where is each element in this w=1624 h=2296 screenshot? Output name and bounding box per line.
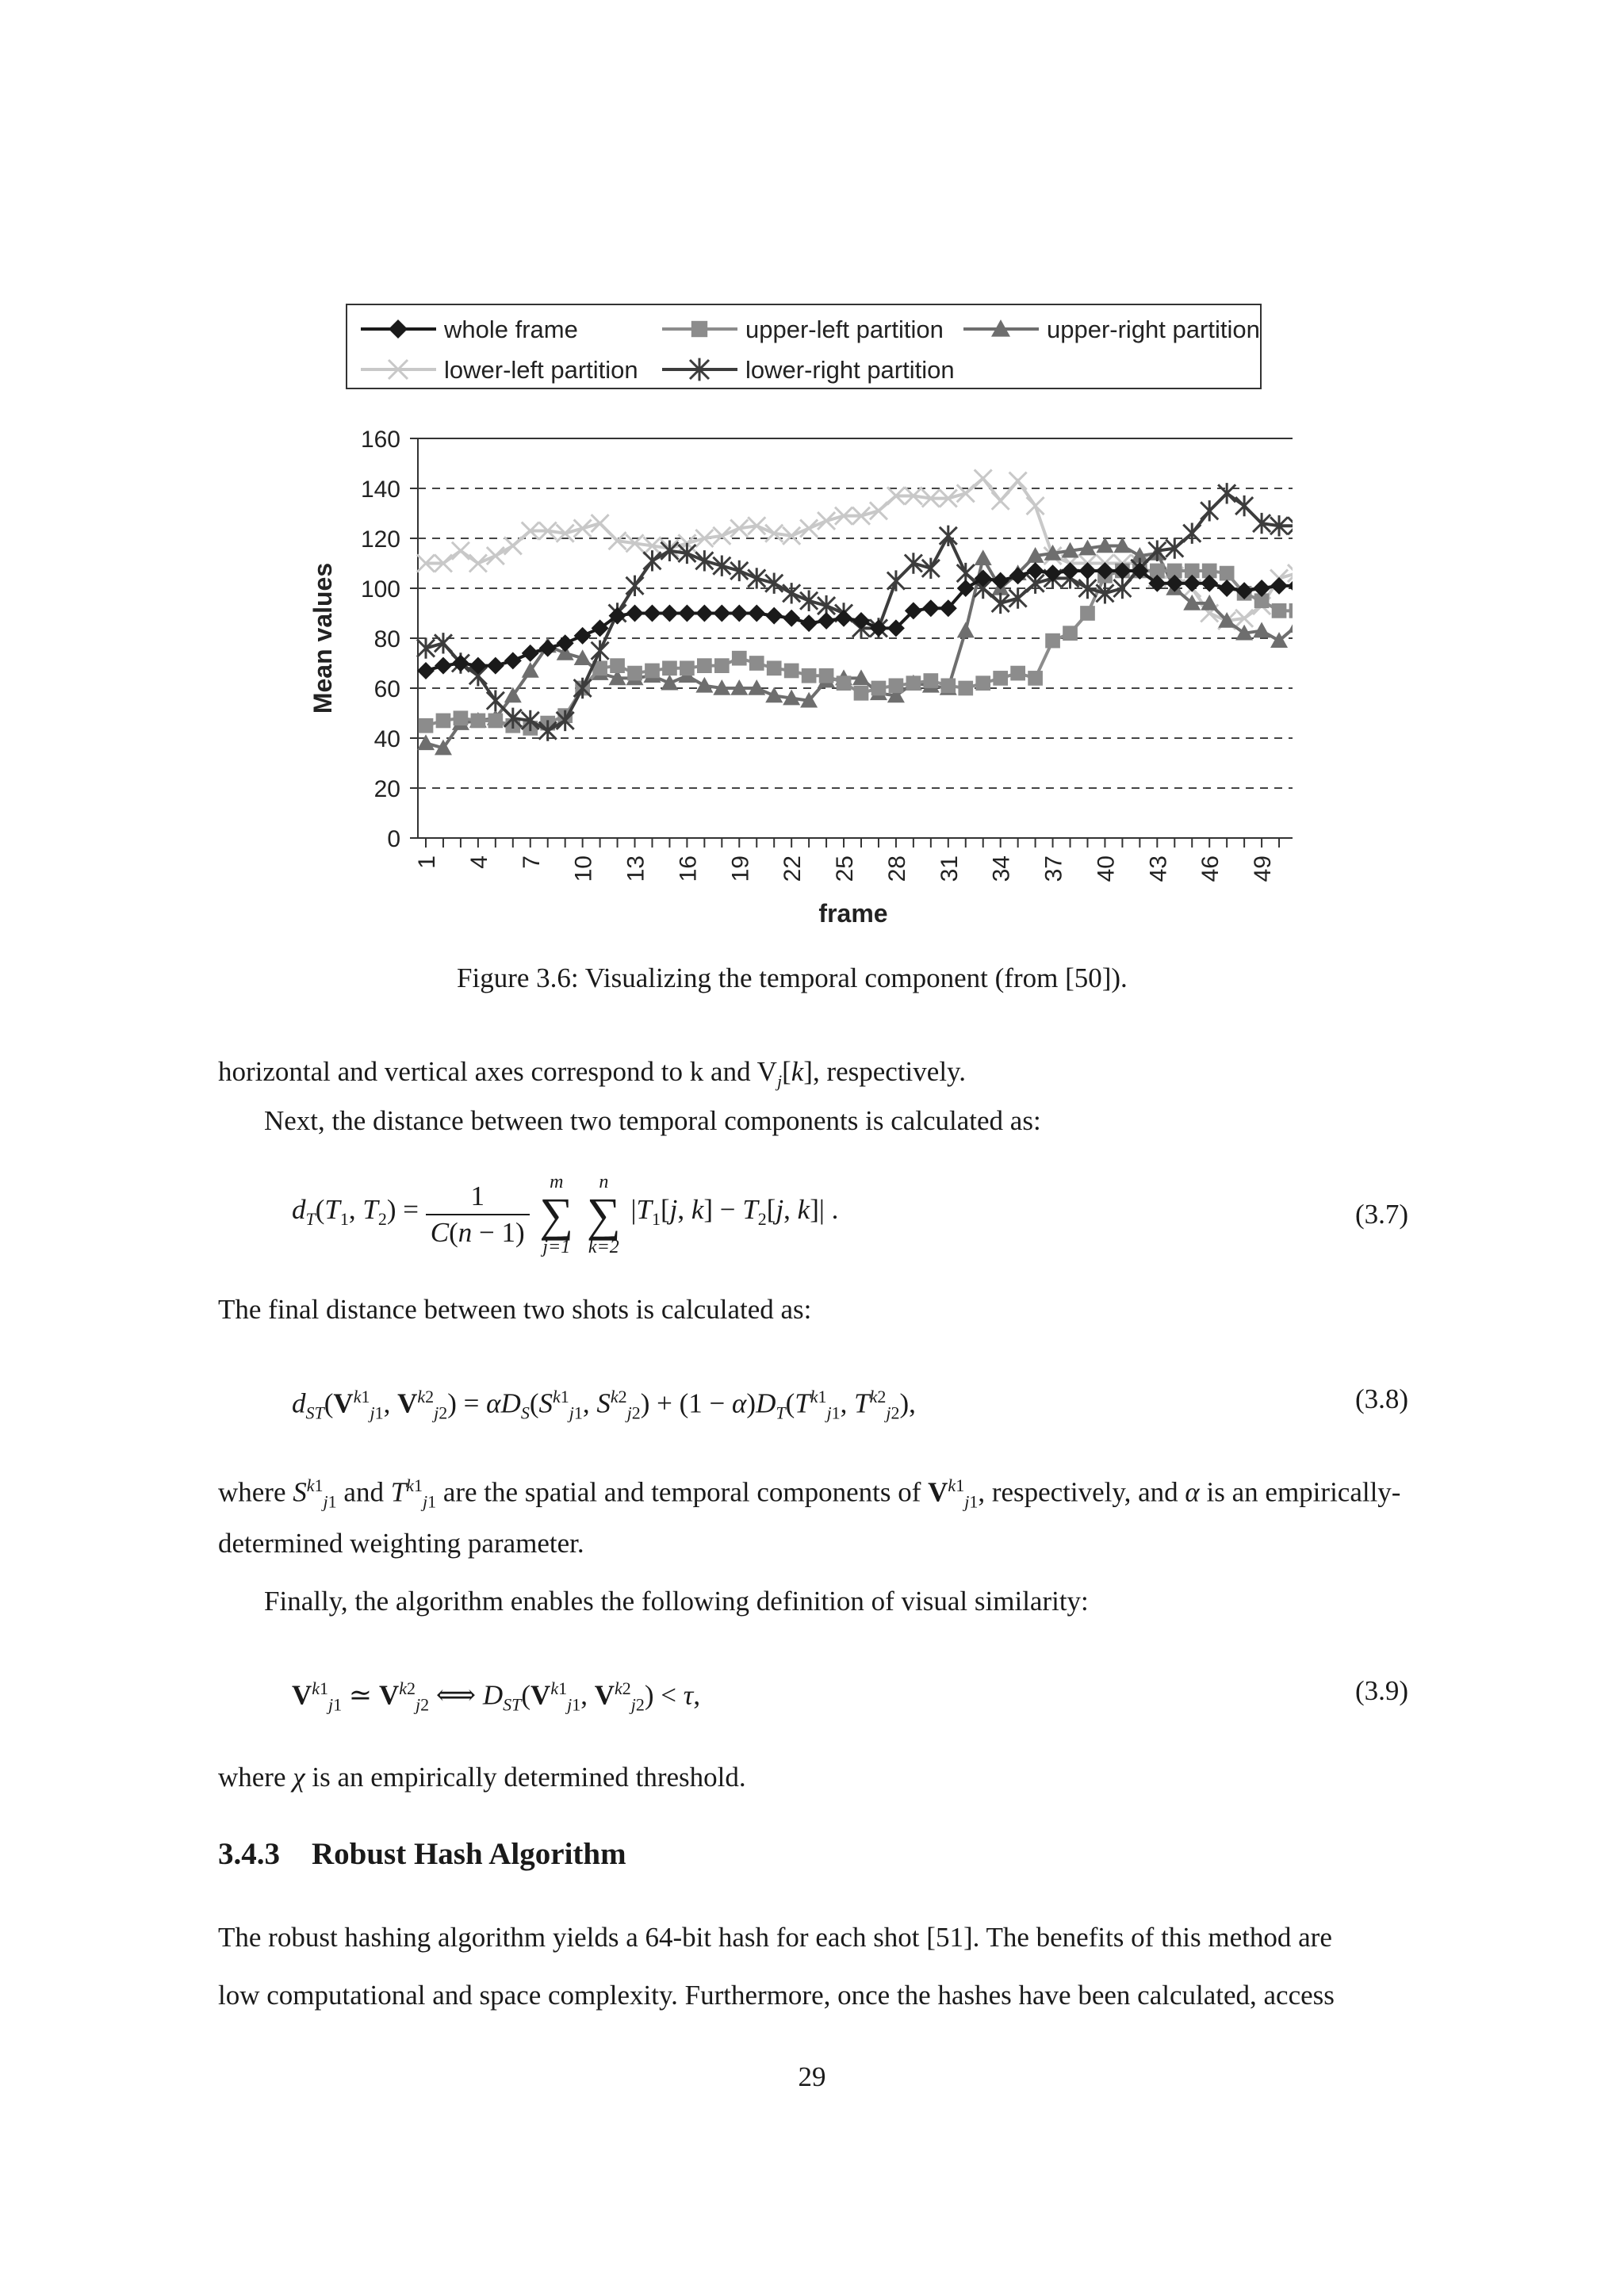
legend-label: whole frame xyxy=(444,316,578,343)
x-tick-label: 25 xyxy=(832,855,859,882)
x-axis-title: frame xyxy=(818,899,888,928)
data-point-upper-right-partition xyxy=(661,675,678,691)
x-tick-label: 40 xyxy=(1093,855,1120,882)
paragraph-weighting: determined weighting parameter. xyxy=(218,1528,584,1559)
data-point-upper-left-partition xyxy=(837,675,852,691)
y-tick-label: 140 xyxy=(360,476,400,503)
data-point-lower-left-partition xyxy=(487,547,504,564)
data-point-lower-right-partition xyxy=(643,550,661,571)
data-point-lower-right-partition xyxy=(435,633,452,653)
figure-caption: Figure 3.6: Visualizing the temporal component (from [50]). xyxy=(457,962,1128,993)
data-point-whole-frame xyxy=(643,605,661,622)
data-point-lower-right-partition xyxy=(905,553,922,573)
data-point-upper-left-partition xyxy=(471,714,486,729)
data-point-lower-right-partition xyxy=(992,593,1009,614)
data-point-upper-left-partition xyxy=(1010,666,1025,681)
data-point-whole-frame xyxy=(1270,577,1288,595)
data-point-lower-left-partition xyxy=(1009,473,1027,490)
data-point-lower-right-partition xyxy=(1218,483,1235,503)
data-point-lower-right-partition xyxy=(748,568,765,588)
x-tick-label: 4 xyxy=(465,855,492,869)
y-axis-title: Mean values xyxy=(308,562,337,714)
data-point-upper-right-partition xyxy=(1288,617,1293,633)
x-tick-label: 37 xyxy=(1040,855,1067,882)
data-point-upper-left-partition xyxy=(802,668,817,683)
data-point-upper-left-partition xyxy=(488,714,503,729)
data-point-lower-right-partition xyxy=(539,720,557,740)
paragraph-finally: Finally, the algorithm enables the following definition of visual similarity: xyxy=(264,1586,1089,1617)
section-heading xyxy=(218,1836,626,1872)
y-tick-label: 80 xyxy=(373,626,400,652)
data-point-lower-left-partition xyxy=(957,484,975,502)
data-point-upper-left-partition xyxy=(1220,566,1235,581)
data-point-upper-right-partition xyxy=(975,549,992,565)
data-point-lower-right-partition xyxy=(887,570,905,591)
data-point-upper-left-partition xyxy=(889,679,904,694)
data-point-upper-left-partition xyxy=(436,714,451,729)
x-tick-label: 34 xyxy=(988,855,1015,882)
paragraph-next: Next, the distance between two temporal components is calculated as: xyxy=(264,1105,1041,1136)
data-point-lower-left-partition xyxy=(975,469,992,487)
data-point-upper-left-partition xyxy=(940,679,956,694)
data-point-whole-frame xyxy=(626,605,644,622)
data-point-whole-frame xyxy=(435,657,452,675)
equation-3-8: $d_{ST}(V^{k1}_{j1}$, $V^{k2}_{j2}) = \alpha D_S(S^{k1}_{j1}$, $S^{k2}_{j2}) + (1 - \alpha)D_T(T^{k1}_{j1}$, $T^{k2}_{j2}$), xyxy=(292,1387,916,1423)
data-point-upper-left-partition xyxy=(697,658,712,673)
para1-text: horizontal and vertical axes correspond to k and V xyxy=(218,1056,777,1087)
data-point-upper-right-partition xyxy=(765,687,783,702)
x-tick-label: 46 xyxy=(1197,855,1224,882)
data-point-whole-frame xyxy=(818,612,835,629)
data-point-whole-frame xyxy=(695,605,713,622)
data-point-upper-left-partition xyxy=(680,660,695,675)
data-point-upper-left-partition xyxy=(732,651,747,666)
data-point-whole-frame xyxy=(487,657,504,675)
data-point-lower-right-partition xyxy=(713,555,730,576)
data-point-upper-left-partition xyxy=(1045,633,1060,649)
data-point-whole-frame xyxy=(713,605,730,622)
data-point-upper-right-partition xyxy=(1253,622,1270,638)
data-point-upper-left-partition xyxy=(854,686,869,701)
data-point-lower-right-partition xyxy=(487,691,504,711)
x-tick-label: 1 xyxy=(414,855,440,869)
x-tick-label: 10 xyxy=(570,855,597,882)
data-point-lower-right-partition xyxy=(1183,523,1201,544)
equation-number-3-7: (3.7) xyxy=(1354,1199,1408,1230)
legend-label: lower-left partition xyxy=(444,356,638,384)
data-point-upper-left-partition xyxy=(993,671,1008,686)
data-point-upper-left-partition xyxy=(784,664,799,679)
x-tick-label: 13 xyxy=(622,855,649,882)
data-point-upper-right-partition xyxy=(417,734,435,750)
data-point-whole-frame xyxy=(417,662,435,679)
data-point-whole-frame xyxy=(1009,567,1027,584)
data-point-lower-right-partition xyxy=(1235,496,1253,516)
data-point-lower-right-partition xyxy=(1096,583,1113,603)
paragraph-final-distance: The final distance between two shots is calculated as: xyxy=(218,1294,812,1325)
paragraph-axes: horizontal and vertical axes correspond to k and $V_j[k]$, respectively. xyxy=(218,1056,967,1091)
data-point-lower-right-partition xyxy=(695,550,713,571)
x-tick-label: 16 xyxy=(675,855,702,882)
data-point-upper-right-partition xyxy=(695,677,713,693)
data-point-lower-right-partition xyxy=(922,558,940,579)
data-point-whole-frame xyxy=(678,605,695,622)
data-point-lower-right-partition xyxy=(730,561,748,581)
data-point-lower-left-partition xyxy=(870,502,887,519)
data-point-whole-frame xyxy=(661,605,678,622)
x-tick-label: 49 xyxy=(1250,855,1277,882)
data-point-upper-left-partition xyxy=(923,673,938,688)
y-tick-label: 100 xyxy=(360,576,400,603)
data-point-lower-right-partition xyxy=(940,526,957,546)
data-point-whole-frame xyxy=(765,607,783,625)
y-tick-label: 120 xyxy=(360,526,400,553)
y-tick-label: 160 xyxy=(360,427,400,453)
legend-label: upper-left partition xyxy=(745,316,944,343)
data-point-lower-left-partition xyxy=(800,519,818,537)
data-point-lower-left-partition xyxy=(992,492,1009,510)
data-point-upper-left-partition xyxy=(906,675,921,691)
equation-number-3-9: (3.9) xyxy=(1354,1675,1408,1706)
data-point-upper-left-partition xyxy=(819,668,834,683)
para1-tail: , respectively. xyxy=(812,1056,967,1087)
legend-label: lower-right partition xyxy=(745,356,955,384)
x-tick-label: 28 xyxy=(883,855,910,882)
mean-values-chart xyxy=(301,293,1293,959)
paragraph-where-components: where $S^{k1}_{j1}$ and $T^{k1}_{j1}$ are the spatial and temporal components of $V^{k1}_{j1}$, respectively, and α is an empirically- xyxy=(218,1475,1401,1512)
paragraph-robust-hash-1: The robust hashing algorithm yields a 64-bit hash for each shot [51]. The benefits of this method are xyxy=(218,1922,1332,1953)
data-point-lower-left-partition xyxy=(574,519,592,537)
data-point-whole-frame xyxy=(922,599,940,617)
data-point-lower-left-partition xyxy=(469,555,487,572)
paragraph-robust-hash-2: low computational and space complexity. Furthermore, once the hashes have been calculated, access xyxy=(218,1980,1335,2011)
data-point-lower-right-partition xyxy=(1113,578,1131,599)
data-point-upper-left-partition xyxy=(1063,626,1078,641)
data-point-upper-left-partition xyxy=(645,664,660,679)
page-number: 29 xyxy=(798,2061,826,2092)
y-tick-label: 20 xyxy=(373,776,400,802)
data-point-upper-left-partition xyxy=(1028,671,1043,686)
data-point-upper-left-partition xyxy=(975,675,990,691)
data-point-lower-left-partition xyxy=(592,515,609,532)
data-point-lower-left-partition xyxy=(504,537,522,554)
data-point-whole-frame xyxy=(783,610,800,627)
data-point-lower-left-partition xyxy=(818,512,835,530)
data-point-upper-left-partition xyxy=(454,710,469,725)
data-point-upper-right-partition xyxy=(957,622,975,638)
y-tick-label: 40 xyxy=(373,726,400,752)
x-tick-label: 19 xyxy=(727,855,754,882)
x-tick-label: 31 xyxy=(936,855,963,882)
equation-3-9: $V^{k1}_{j1}$ ≃ $V^{k2}_{j2}$ ⟺ $D_{ST}(V^{k1}_{j1}$, $V^{k2}_{j2}) < \tau$, xyxy=(292,1678,701,1715)
data-point-upper-left-partition xyxy=(1272,603,1287,618)
data-point-lower-right-partition xyxy=(1009,587,1027,608)
x-tick-label: 22 xyxy=(779,855,806,882)
data-point-lower-right-partition xyxy=(800,591,818,611)
equation-number-3-8: (3.8) xyxy=(1354,1383,1408,1414)
x-tick-label: 43 xyxy=(1145,855,1172,882)
data-point-upper-left-partition xyxy=(958,681,973,696)
data-point-lower-right-partition xyxy=(592,641,609,661)
data-point-upper-left-partition xyxy=(610,658,625,673)
legend-label: upper-right partition xyxy=(1047,316,1260,343)
section-number: 3.4.3 xyxy=(218,1837,280,1871)
data-point-lower-right-partition xyxy=(783,583,800,603)
y-tick-label: 0 xyxy=(387,826,400,852)
data-point-upper-left-partition xyxy=(714,658,730,673)
data-point-lower-right-partition xyxy=(1201,500,1218,521)
paragraph-threshold: where χ is an empirically determined threshold. xyxy=(218,1762,746,1793)
data-point-upper-left-partition xyxy=(871,681,887,696)
y-tick-label: 60 xyxy=(373,676,400,702)
x-tick-label: 7 xyxy=(518,855,545,869)
data-point-lower-left-partition xyxy=(452,542,469,560)
data-point-upper-left-partition xyxy=(627,666,642,681)
data-point-upper-left-partition xyxy=(1080,606,1095,621)
data-point-lower-left-partition xyxy=(1027,497,1044,515)
data-point-upper-left-partition xyxy=(662,660,677,675)
data-point-lower-right-partition xyxy=(417,637,435,658)
data-point-lower-right-partition xyxy=(626,576,644,596)
data-point-whole-frame xyxy=(748,605,765,622)
data-point-whole-frame xyxy=(574,627,592,645)
data-point-lower-right-partition xyxy=(765,573,783,594)
data-point-whole-frame xyxy=(730,605,748,622)
data-point-upper-left-partition xyxy=(419,718,434,733)
data-point-upper-left-partition xyxy=(1289,603,1293,618)
data-point-upper-left-partition xyxy=(749,656,764,671)
data-point-whole-frame xyxy=(504,652,522,669)
equation-3-7: $d_T(T_1$, $T_2$) = $\frac{1}{C(n - 1)}$ m ∑ j=1 n ∑ k=2 $|T_1[j$, $k] - T_2[j$, k]| . xyxy=(292,1172,839,1257)
data-point-whole-frame xyxy=(800,614,818,632)
legend-marker xyxy=(691,321,707,337)
section-title: Robust Hash Algorithm xyxy=(312,1837,626,1871)
data-point-upper-left-partition xyxy=(767,660,782,675)
